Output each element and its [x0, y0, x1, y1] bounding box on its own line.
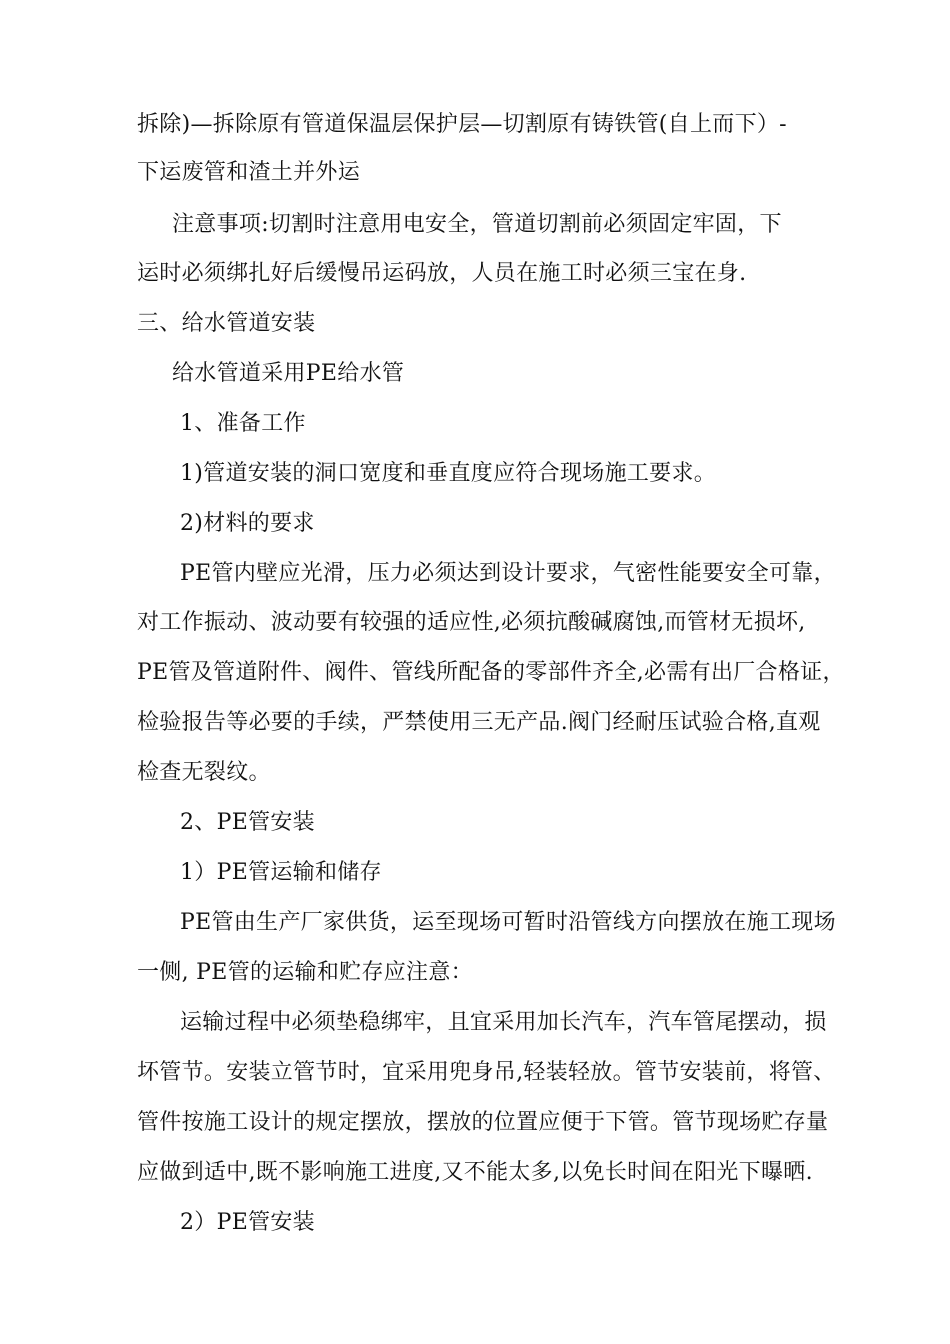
text-line: 注意事项:切割时注意用电安全，管道切割前必须固定牢固，下 — [172, 212, 782, 237]
text-line: 运时必须绑扎好后缓慢吊运码放，人员在施工时必须三宝在身. — [137, 261, 747, 286]
text-line: PE管内壁应光滑，压力必须达到设计要求，气密性能要安全可靠， — [180, 561, 836, 586]
text-line: 下运废管和渣土并外运 — [137, 160, 361, 185]
text-line: 应做到适中,既不影响施工进度,又不能太多,以免长时间在阳光下曝晒. — [137, 1160, 813, 1185]
subsection-heading: 1、准备工作 — [180, 411, 306, 436]
section-heading: 三、给水管道安装 — [137, 311, 316, 336]
text-line: 一侧, PE管的运输和贮存应注意： — [137, 960, 473, 985]
text-line: 1)管道安装的洞口宽度和垂直度应符合现场施工要求。 — [180, 461, 717, 486]
text-line: 2)材料的要求 — [180, 511, 315, 536]
text-line: 检查无裂纹。 — [137, 760, 271, 785]
text-line: 管件按施工设计的规定摆放，摆放的位置应便于下管。管节现场贮存量 — [137, 1110, 829, 1135]
text-line: 对工作振动、波动要有较强的适应性,必须抗酸碱腐蚀,而管材无损坏, — [137, 610, 806, 635]
text-line: 给水管道采用PE给水管 — [172, 361, 405, 386]
text-line: 1）PE管运输和储存 — [180, 860, 382, 885]
text-line: 坏管节。安装立管节时，宜采用兜身吊,轻装轻放。管节安装前，将管、 — [137, 1060, 836, 1085]
text-line: PE管由生产厂家供货，运至现场可暂时沿管线方向摆放在施工现场 — [180, 910, 836, 935]
text-line: 2）PE管安装 — [180, 1210, 315, 1235]
text-line: 检验报告等必要的手续，严禁使用三无产品.阀门经耐压试验合格,直观 — [137, 710, 821, 735]
text-line: PE管及管道附件、阀件、管线所配备的零部件齐全,必需有出厂合格证， — [137, 660, 845, 685]
text-line: 拆除)—拆除原有管道保温层保护层—切割原有铸铁管(自上而下）- — [137, 112, 787, 137]
text-line: 运输过程中必须垫稳绑牢，且宜采用加长汽车，汽车管尾摆动，损 — [180, 1010, 827, 1035]
subsection-heading: 2、PE管安装 — [180, 810, 315, 835]
